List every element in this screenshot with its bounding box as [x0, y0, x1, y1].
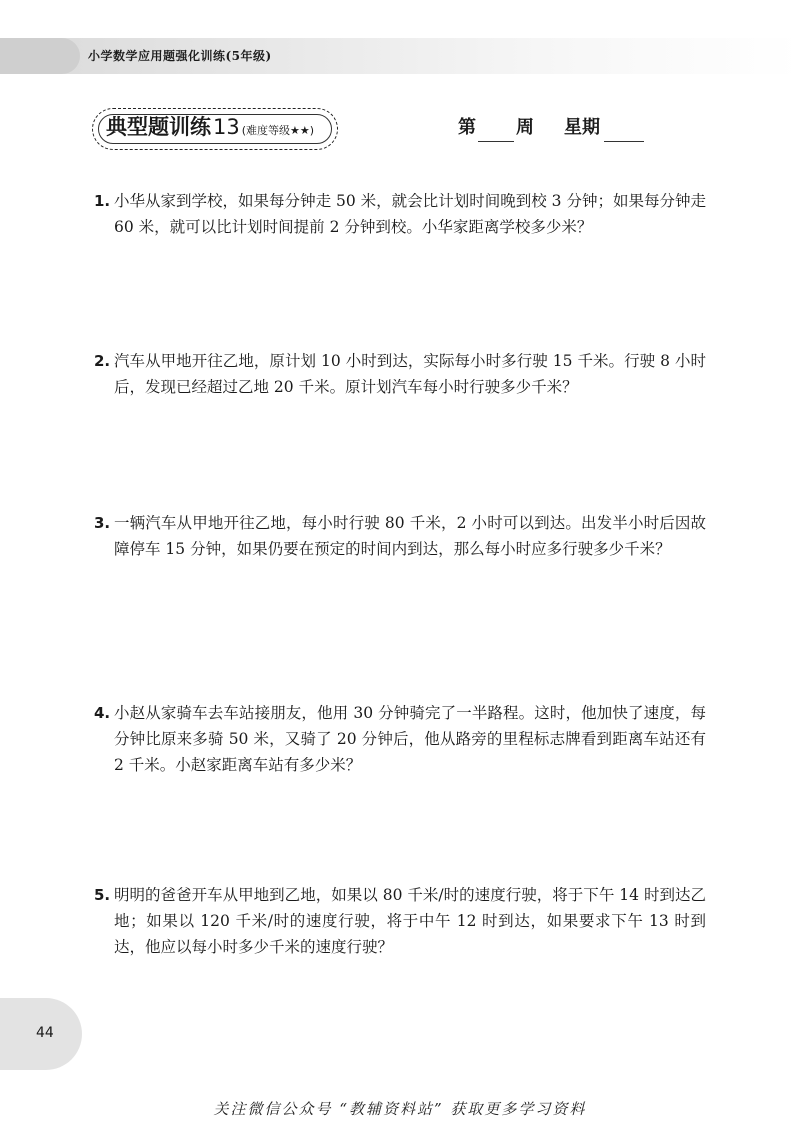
problem-number: 5. — [94, 886, 111, 904]
week-day-line — [458, 114, 644, 142]
problem-number: 2. — [94, 352, 111, 370]
problem-number: 3. — [94, 514, 111, 532]
section-number: 13 — [213, 115, 240, 139]
problem-text: 明明的爸爸开车从甲地到乙地，如果以 80 千米/时的速度行驶，将于下午 14 时到达乙地；如果以 120 千米/时的速度行驶，将于中午 12 时到达，如果要求下午 13 时到达，他应以每小时多少千米的速度行驶？ — [114, 886, 706, 956]
problem-2 — [94, 348, 706, 400]
problem-number: 1. — [94, 192, 111, 210]
section-heading — [106, 112, 314, 146]
problem-4 — [94, 700, 706, 778]
difficulty-level: (难度等级★★) — [241, 124, 315, 137]
weekday-blank — [604, 121, 644, 142]
problem-text: 一辆汽车从甲地开往乙地，每小时行驶 80 千米，2 小时可以到达。出发半小时后因故障停车 15 分钟，如果仍要在预定的时间内到达，那么每小时应多行驶多少千米？ — [114, 514, 706, 558]
page-number: 44 — [36, 1025, 54, 1041]
problem-1 — [94, 188, 706, 240]
problem-text: 汽车从甲地开往乙地，原计划 10 小时到达，实际每小时多行驶 15 千米。行驶 8 小时后，发现已经超过乙地 20 千米。原计划汽车每小时行驶多少千米？ — [114, 352, 706, 396]
problem-number: 4. — [94, 704, 111, 722]
problem-text: 小赵从家骑车去车站接朋友，他用 30 分钟骑完了一半路程。这时，他加快了速度，每分钟比原来多骑 50 米，又骑了 20 分钟后，他从路旁的里程标志牌看到距离车站还有 2 千米。小赵家距离车站有多少米？ — [114, 704, 706, 774]
book-title: 小学数学应用题强化训练(5年级) — [88, 49, 272, 63]
problem-5 — [94, 882, 706, 960]
problem-3 — [94, 510, 706, 562]
weekday-label: 星期 — [564, 117, 600, 138]
week-label: 周 — [516, 117, 534, 138]
week-prefix: 第 — [458, 117, 476, 138]
week-blank — [478, 121, 514, 142]
footer-note: 关注微信公众号 “教辅资料站” 获取更多学习资料 — [213, 1100, 587, 1118]
section-title: 典型题训练 — [106, 115, 211, 139]
problem-text: 小华从家到学校，如果每分钟走 50 米，就会比计划时间晚到校 3 分钟；如果每分钟走 60 米，就可以比计划时间提前 2 分钟到校。小华家距离学校多少米？ — [114, 192, 706, 236]
